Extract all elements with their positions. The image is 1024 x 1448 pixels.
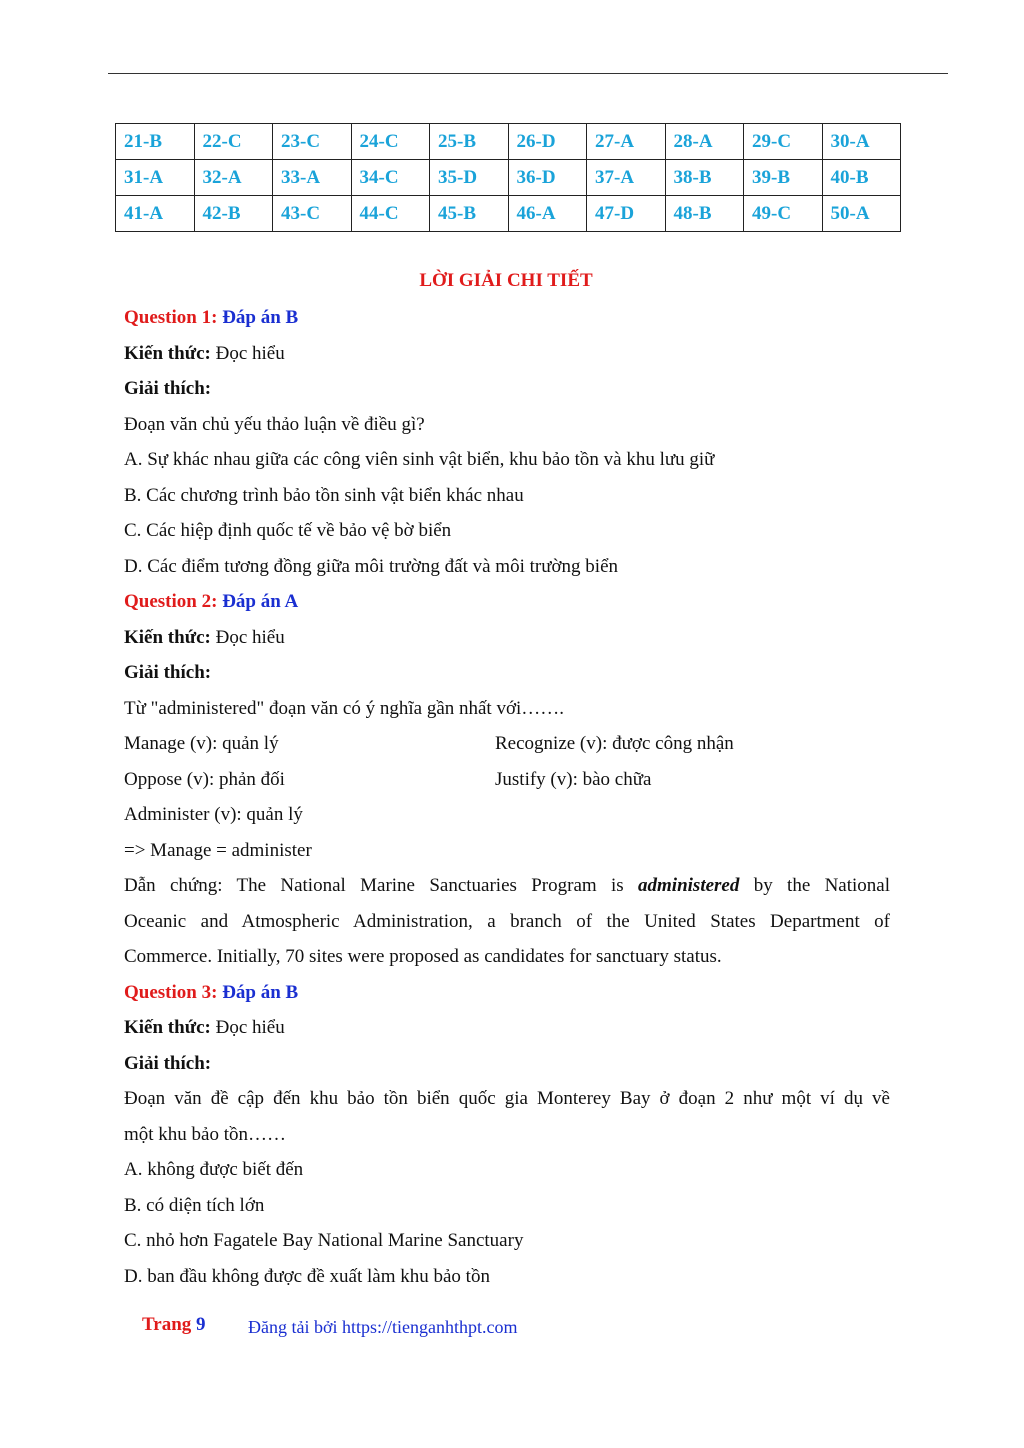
evidence-line-1 <box>124 868 890 904</box>
answer-key-cell: 39-B <box>744 160 823 196</box>
question-prompt: Từ "administered" đoạn văn có ý nghĩa gần nhất với……. <box>124 697 565 719</box>
answer-key-cell: 48-B <box>665 196 744 232</box>
question-2-heading <box>124 584 890 620</box>
knowledge-line <box>124 620 890 656</box>
answer-key-cell: 23-C <box>273 124 352 160</box>
vocab-item: Oppose (v): phản đối <box>124 768 285 790</box>
evidence-keyword: administered <box>638 875 740 896</box>
question-label: Question 1: <box>124 307 218 328</box>
option-d: D. ban đầu không được đề xuất làm khu bảo tồn <box>124 1265 490 1287</box>
option-b: B. có diện tích lớn <box>124 1194 265 1216</box>
vocab-row <box>124 726 890 762</box>
answer-key-cell: 22-C <box>194 124 273 160</box>
question-prompt: Đoạn văn đề cập đến khu bảo tồn biển quốc gia Monterey Bay ở đoạn 2 như một ví dụ về <box>124 1088 890 1109</box>
page-num-value: 9 <box>196 1314 206 1335</box>
question-prompt: Đoạn văn chủ yếu thảo luận về điều gì? <box>124 413 425 435</box>
answer-key-cell: 32-A <box>194 160 273 196</box>
question-prompt-cont: một khu bảo tồn…… <box>124 1123 287 1145</box>
answer-key-cell: 26-D <box>508 124 587 160</box>
page-footer <box>0 1314 1024 1344</box>
page-label: Trang <box>142 1314 192 1335</box>
answer-key-cell: 21-B <box>116 124 195 160</box>
explain-label: Giải thích: <box>124 1052 212 1074</box>
option-c: C. nhỏ hơn Fagatele Bay National Marine Sanctuary <box>124 1230 524 1251</box>
question-3-heading <box>124 975 890 1011</box>
page-number <box>142 1314 206 1336</box>
knowledge-value: Đọc hiểu <box>215 626 285 648</box>
answer-label: Đáp án B <box>222 307 299 328</box>
answer-label: Đáp án A <box>222 591 299 612</box>
answer-key-cell: 36-D <box>508 160 587 196</box>
vocab-item: Justify (v): bào chữa <box>495 768 652 790</box>
explain-label: Giải thích: <box>124 662 212 683</box>
evidence-text: Dẫn chứng: The National Marine Sanctuaries Program is <box>124 875 624 896</box>
evidence-text: by the National <box>753 875 891 896</box>
answer-key-cell: 34-C <box>351 160 430 196</box>
option-d: D. Các điểm tương đồng giữa môi trường đất và môi trường biển <box>124 555 619 577</box>
answer-key-cell: 47-D <box>587 196 666 232</box>
answer-key-cell: 40-B <box>822 160 901 196</box>
vocab-item: Administer (v): quản lý <box>124 804 303 825</box>
answer-key-cell: 33-A <box>273 160 352 196</box>
header-rule <box>108 73 948 74</box>
answer-key-cell: 31-A <box>116 160 195 196</box>
answer-key-cell: 35-D <box>430 160 509 196</box>
answer-key-cell: 29-C <box>744 124 823 160</box>
knowledge-label: Kiến thức: <box>124 626 211 648</box>
answer-key-table <box>115 123 901 232</box>
conclusion: => Manage = administer <box>124 839 312 861</box>
vocab-row <box>124 762 890 798</box>
answer-key-cell: 38-B <box>665 160 744 196</box>
answer-label: Đáp án B <box>222 981 299 1003</box>
answer-key-cell: 43-C <box>273 196 352 232</box>
answer-key-cell: 28-A <box>665 124 744 160</box>
solutions-content <box>124 300 890 1294</box>
answer-key-cell: 30-A <box>822 124 901 160</box>
answer-key-cell: 37-A <box>587 160 666 196</box>
option-a: A. không được biết đến <box>124 1159 304 1180</box>
evidence-line-2: Oceanic and Atmospheric Administration, a branch of the United States Department of <box>124 910 890 932</box>
answer-key-row <box>116 124 901 160</box>
answer-key-cell: 25-B <box>430 124 509 160</box>
answer-key-cell: 46-A <box>508 196 587 232</box>
answer-key-cell: 45-B <box>430 196 509 232</box>
knowledge-value: Đọc hiểu <box>215 1017 285 1038</box>
option-b: B. Các chương trình bảo tồn sinh vật biển khác nhau <box>124 484 524 506</box>
knowledge-label: Kiến thức: <box>124 1017 211 1038</box>
vocab-item: Recognize (v): được công nhận <box>495 733 734 754</box>
knowledge-label: Kiến thức: <box>124 342 211 364</box>
answer-key-cell: 42-B <box>194 196 273 232</box>
knowledge-line <box>124 336 890 372</box>
answer-key-cell: 24-C <box>351 124 430 160</box>
answer-key-cell: 50-A <box>822 196 901 232</box>
section-title: LỜI GIẢI CHI TIẾT <box>419 270 593 291</box>
source-link[interactable]: Đăng tải bởi https://tienganhthpt.com <box>248 1317 518 1337</box>
option-c: C. Các hiệp định quốc tế về bảo vệ bờ biển <box>124 520 452 541</box>
answer-key-cell: 41-A <box>116 196 195 232</box>
answer-key-row <box>116 196 901 232</box>
question-label: Question 2: <box>124 591 218 612</box>
evidence-line-3: Commerce. Initially, 70 sites were proposed as candidates for sanctuary status. <box>124 946 722 967</box>
knowledge-line <box>124 1010 890 1046</box>
option-a: A. Sự khác nhau giữa các công viên sinh vật biển, khu bảo tồn và khu lưu giữ <box>124 449 715 470</box>
explain-label: Giải thích: <box>124 378 212 399</box>
vocab-item: Manage (v): quản lý <box>124 733 279 754</box>
answer-key-cell: 44-C <box>351 196 430 232</box>
knowledge-value: Đọc hiểu <box>215 342 285 364</box>
answer-key-cell: 49-C <box>744 196 823 232</box>
question-1-heading <box>124 300 890 336</box>
question-label: Question 3: <box>124 981 218 1003</box>
answer-key-row <box>116 160 901 196</box>
answer-key-cell: 27-A <box>587 124 666 160</box>
